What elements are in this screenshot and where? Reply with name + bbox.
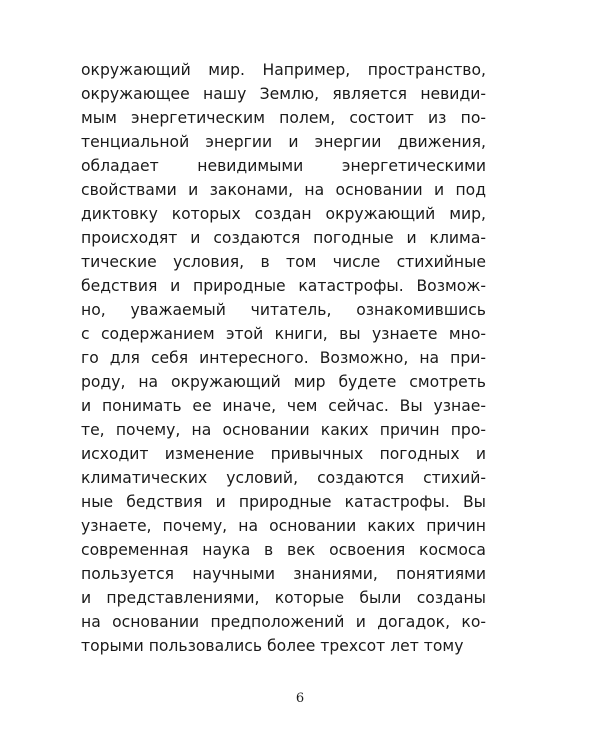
text-line-22: пользуется научными знаниями, понятиями (81, 565, 486, 583)
text-line-4: тенциальной энергии и энергии движения, (81, 133, 486, 151)
text-line-10: бедствия и природные катастрофы. Возмож- (81, 277, 486, 295)
page-number: 6 (295, 691, 305, 706)
text-line-25: торыми пользовались более трехсот лет тому (81, 637, 464, 655)
text-line-11: но, уважаемый читатель, ознакомившись (81, 301, 486, 319)
text-line-7: диктовку которых создан окружающий мир, (81, 205, 486, 223)
text-line-1: окружающий мир. Например, пространство, (81, 61, 486, 79)
text-line-16: те, почему, на основании каких причин про- (81, 421, 486, 439)
text-line-6: свойствами и законами, на основании и под (81, 181, 486, 199)
text-line-17: исходит изменение привычных погодных и (81, 445, 486, 463)
text-line-3: мым энергетическим полем, состоит из по- (81, 109, 486, 127)
text-line-24: на основании предположений и догадок, ко- (81, 613, 486, 631)
text-line-19: ные бедствия и природные катастрофы. Вы (81, 493, 486, 511)
text-line-8: происходят и создаются погодные и клима- (81, 229, 486, 247)
text-line-21: современная наука в век освоения космоса (81, 541, 486, 559)
text-line-12: с содержанием этой книги, вы узнаете мно- (81, 325, 486, 343)
text-line-15: и понимать ее иначе, чем сейчас. Вы узнае- (81, 397, 486, 415)
text-line-14: роду, на окружающий мир будете смотреть (81, 373, 486, 391)
text-line-20: узнаете, почему, на основании каких причин (81, 517, 486, 535)
text-line-9: тические условия, в том числе стихийные (81, 253, 486, 271)
text-line-5: обладает невидимыми энергетическими (81, 157, 486, 175)
text-line-2: окружающее нашу Землю, является невиди- (81, 85, 486, 103)
text-line-23: и представлениями, которые были созданы (81, 589, 486, 607)
text-line-18: климатических условий, создаются стихий- (81, 469, 486, 487)
text-line-13: го для себя интересного. Возможно, на при- (81, 349, 486, 367)
